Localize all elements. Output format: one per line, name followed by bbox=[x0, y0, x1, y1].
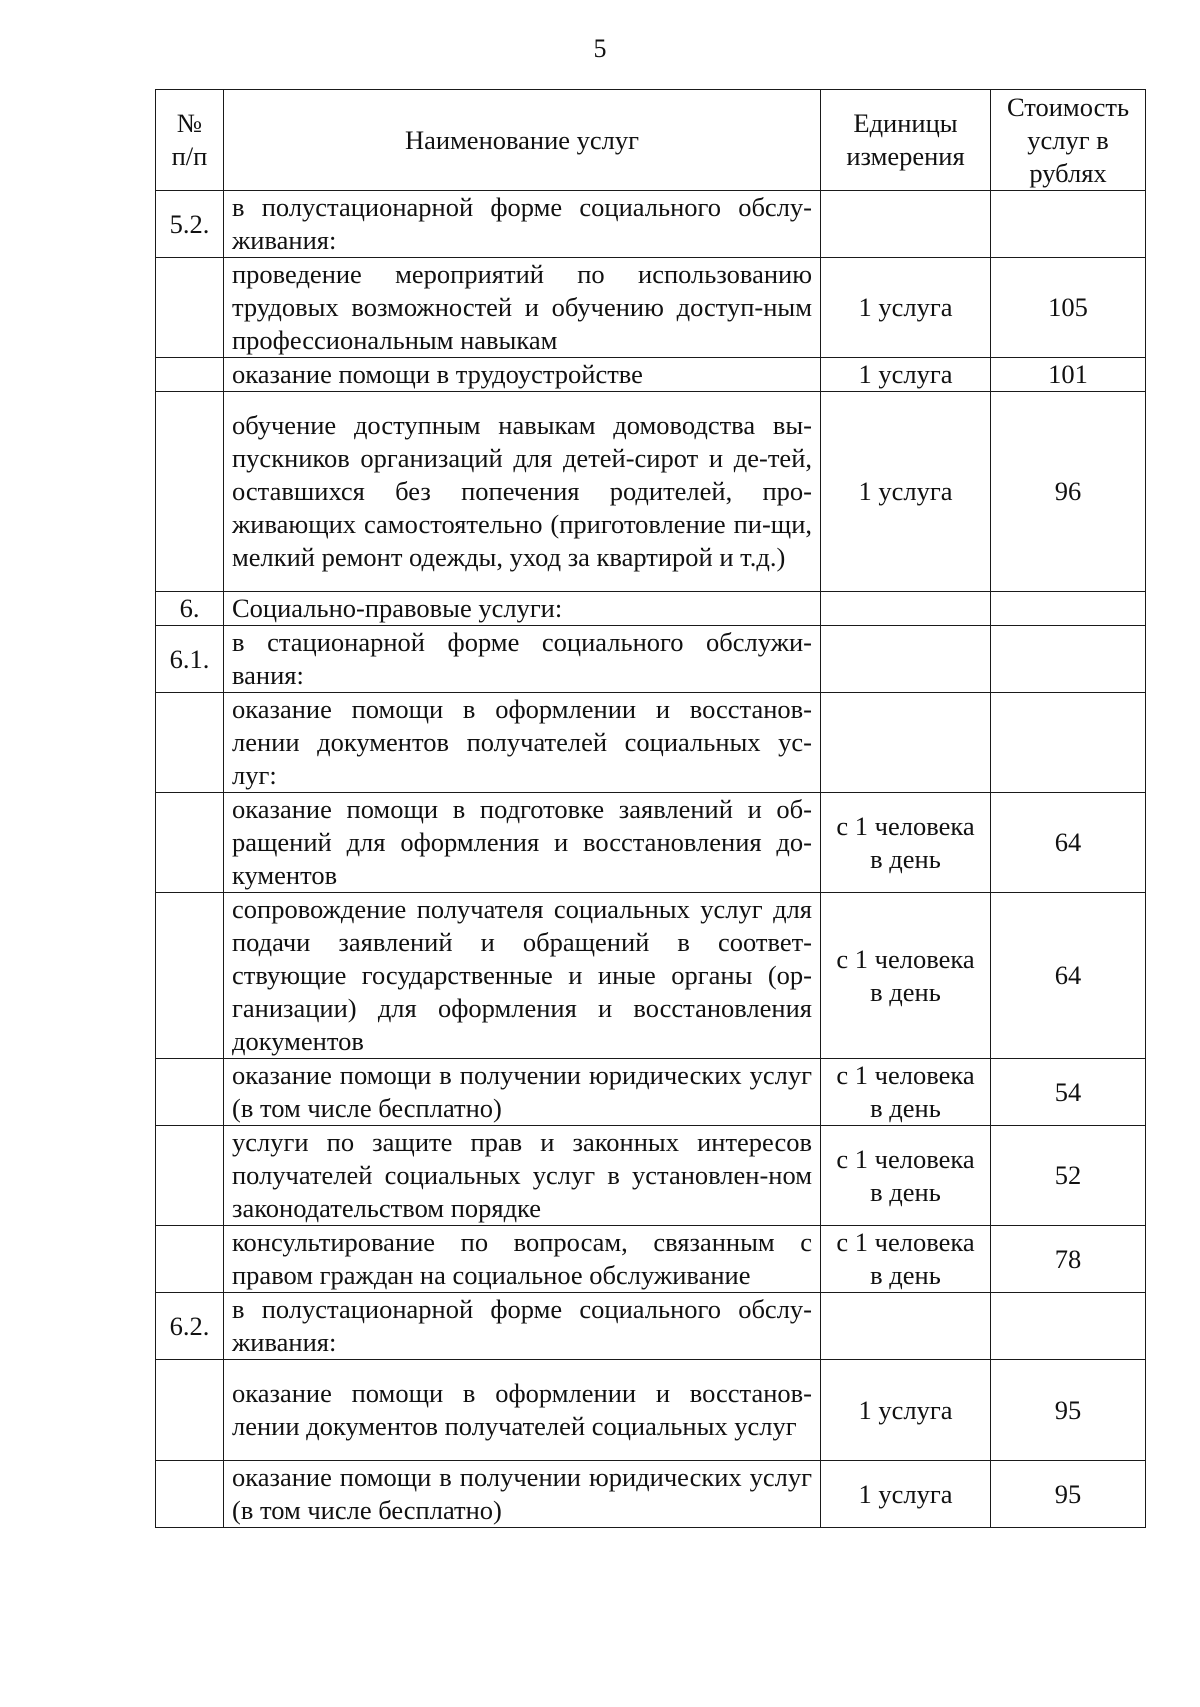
table-row bbox=[156, 693, 1146, 793]
service-unit: с 1 человека в день bbox=[821, 1126, 991, 1226]
service-price: 105 bbox=[991, 258, 1146, 358]
service-price: 96 bbox=[991, 392, 1146, 592]
service-name: в стационарной форме социального обслужи-вания: bbox=[224, 626, 821, 693]
row-number: 6.1. bbox=[156, 626, 224, 693]
service-name: оказание помощи в подготовке заявлений и об-ращений для оформления и восстановления до-кументов bbox=[224, 793, 821, 893]
service-unit: 1 услуга bbox=[821, 358, 991, 392]
service-name: оказание помощи в получении юридических услуг (в том числе бесплатно) bbox=[224, 1059, 821, 1126]
row-number: 6. bbox=[156, 592, 224, 626]
service-unit: с 1 человека в день bbox=[821, 1226, 991, 1293]
service-unit bbox=[821, 1293, 991, 1360]
table-row bbox=[156, 191, 1146, 258]
service-name: оказание помощи в оформлении и восстанов-лении документов получателей социальных услуг bbox=[224, 1360, 821, 1461]
header-number: № п/п bbox=[156, 90, 224, 191]
service-unit: 1 услуга bbox=[821, 1360, 991, 1461]
table-row bbox=[156, 1360, 1146, 1461]
row-number bbox=[156, 1059, 224, 1126]
service-name: оказание помощи в трудоустройстве bbox=[224, 358, 821, 392]
service-price bbox=[991, 191, 1146, 258]
service-unit: с 1 человека в день bbox=[821, 793, 991, 893]
service-unit: с 1 человека в день bbox=[821, 893, 991, 1059]
row-number bbox=[156, 1126, 224, 1226]
service-price: 52 bbox=[991, 1126, 1146, 1226]
row-number: 6.2. bbox=[156, 1293, 224, 1360]
table-row bbox=[156, 793, 1146, 893]
row-number bbox=[156, 1226, 224, 1293]
service-name: в полустационарной форме социального обслу-живания: bbox=[224, 1293, 821, 1360]
service-name: в полустационарной форме социального обслу-живания: bbox=[224, 191, 821, 258]
table-header-row bbox=[156, 90, 1146, 191]
service-price bbox=[991, 592, 1146, 626]
table-row bbox=[156, 1059, 1146, 1126]
row-number bbox=[156, 358, 224, 392]
service-name: оказание помощи в оформлении и восстанов-лении документов получателей социальных ус-луг: bbox=[224, 693, 821, 793]
service-name: обучение доступным навыкам домоводства вы-пускников организаций для детей-сирот и де-тей, оставшихся без попечения родителей, про-живающих самостоятельно (приготовление пи-щи, мелкий ремонт одежды, уход за квартирой и т.д.) bbox=[224, 392, 821, 592]
service-price: 95 bbox=[991, 1360, 1146, 1461]
service-unit bbox=[821, 693, 991, 793]
service-price: 95 bbox=[991, 1461, 1146, 1528]
service-price bbox=[991, 1293, 1146, 1360]
service-unit: 1 услуга bbox=[821, 392, 991, 592]
service-name: оказание помощи в получении юридических услуг (в том числе бесплатно) bbox=[224, 1461, 821, 1528]
service-price: 54 bbox=[991, 1059, 1146, 1126]
table-row bbox=[156, 1461, 1146, 1528]
service-name: Социально-правовые услуги: bbox=[224, 592, 821, 626]
service-name: проведение мероприятий по использованию трудовых возможностей и обучению доступ-ным профессиональным навыкам bbox=[224, 258, 821, 358]
page-number: 5 bbox=[593, 34, 607, 63]
table-row bbox=[156, 258, 1146, 358]
table-row bbox=[156, 893, 1146, 1059]
table-row bbox=[156, 1293, 1146, 1360]
header-price: Стоимость услуг в рублях bbox=[991, 90, 1146, 191]
service-price: 101 bbox=[991, 358, 1146, 392]
header-service-name: Наименование услуг bbox=[224, 90, 821, 191]
row-number bbox=[156, 1461, 224, 1528]
service-name: услуги по защите прав и законных интересов получателей социальных услуг в установлен-ном законодательством порядке bbox=[224, 1126, 821, 1226]
service-unit: 1 услуга bbox=[821, 258, 991, 358]
service-unit: с 1 человека в день bbox=[821, 1059, 991, 1126]
service-unit bbox=[821, 592, 991, 626]
service-unit: 1 услуга bbox=[821, 1461, 991, 1528]
table-row bbox=[156, 1126, 1146, 1226]
table-row bbox=[156, 592, 1146, 626]
service-price bbox=[991, 693, 1146, 793]
header-unit: Единицы измерения bbox=[821, 90, 991, 191]
row-number bbox=[156, 392, 224, 592]
table-row bbox=[156, 626, 1146, 693]
service-name: сопровождение получателя социальных услуг для подачи заявлений и обращений в соответ-ствующие государственные и иные органы (ор-ганизации) для оформления и восстановления документов bbox=[224, 893, 821, 1059]
service-unit bbox=[821, 626, 991, 693]
row-number bbox=[156, 693, 224, 793]
service-unit bbox=[821, 191, 991, 258]
service-name: консультирование по вопросам, связанным с правом граждан на социальное обслуживание bbox=[224, 1226, 821, 1293]
table-row bbox=[156, 358, 1146, 392]
row-number bbox=[156, 893, 224, 1059]
service-price: 64 bbox=[991, 893, 1146, 1059]
table-row bbox=[156, 392, 1146, 592]
services-price-table bbox=[155, 89, 1146, 1528]
service-price bbox=[991, 626, 1146, 693]
row-number bbox=[156, 1360, 224, 1461]
row-number bbox=[156, 258, 224, 358]
row-number: 5.2. bbox=[156, 191, 224, 258]
row-number bbox=[156, 793, 224, 893]
service-price: 78 bbox=[991, 1226, 1146, 1293]
service-price: 64 bbox=[991, 793, 1146, 893]
table-row bbox=[156, 1226, 1146, 1293]
